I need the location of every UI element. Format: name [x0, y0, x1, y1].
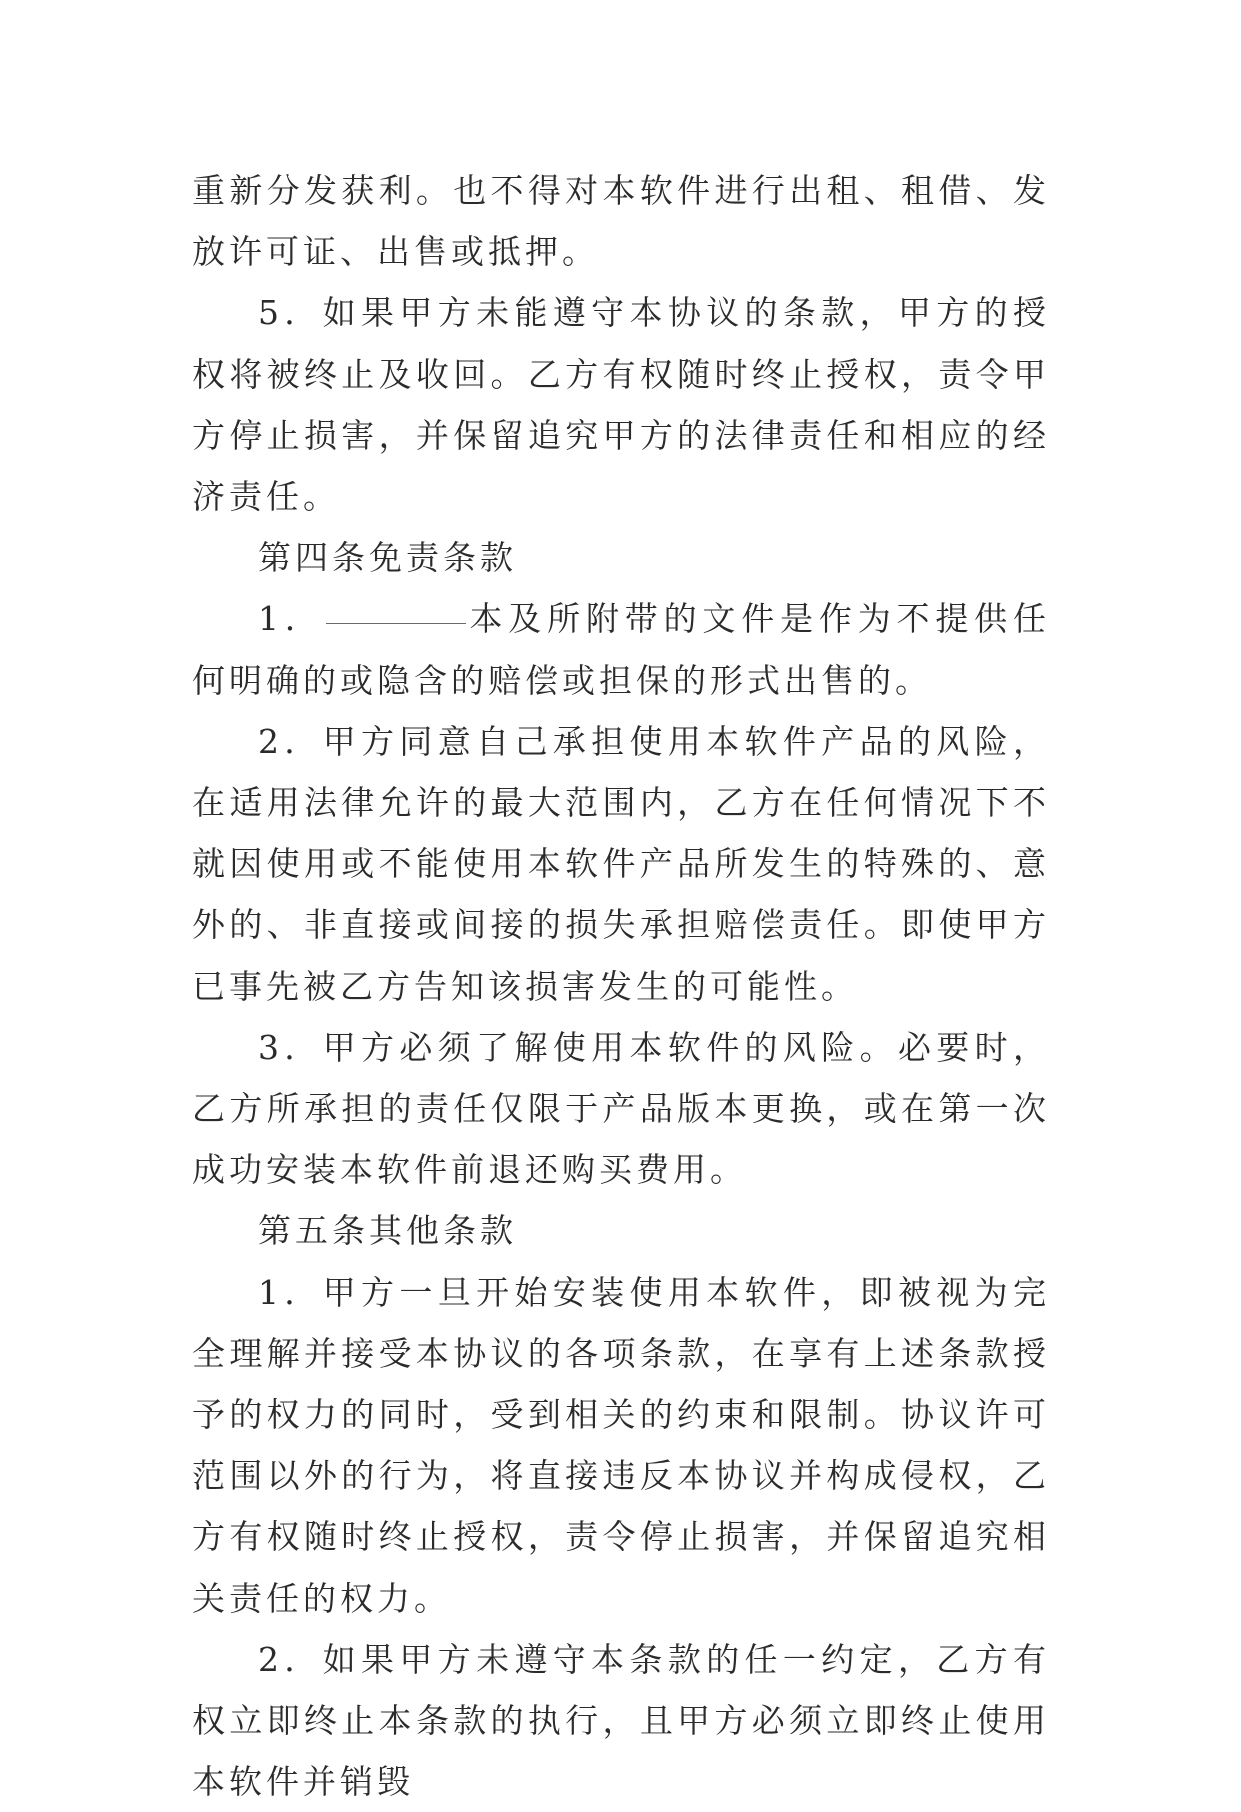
paragraph-article-5-item-1: 1．甲方一旦开始安装使用本软件，即被视为完全理解并接受本协议的各项条款，在享有上述条款授予的权力的同时，受到相关的约束和限制。协议许可范围以外的行为，将直接违反本协议并构成侵权，乙方有权随时终止授权，责令停止损害，并保留追究相关责任的权力。 [192, 1272, 1050, 1618]
paragraph-continuation: 重新分发获利。也不得对本软件进行出租、租借、发放许可证、出售或抵押。 [192, 171, 1050, 272]
fill-in-blank [326, 622, 466, 624]
item-number: 1． [258, 599, 324, 639]
section-heading-article-5: 第五条其他条款 [258, 1211, 517, 1251]
paragraph-article-4-item-3: 3．甲方必须了解使用本软件的风险。必要时，乙方所承担的责任仅限于产品版本更换，或在第一次成功安装本软件前退还购买费用。 [192, 1027, 1050, 1190]
paragraph-clause-5: 5．如果甲方未能遵守本协议的条款，甲方的授权将被终止及收回。乙方有权随时终止授权，责令甲方停止损害，并保留追究甲方的法律责任和相应的经济责任。 [192, 293, 1050, 517]
item-text: 本及所附带的文件是作为不提供任何明确的或隐含的赔偿或担保的形式出售的。 [192, 599, 1051, 700]
paragraph-article-4-item-2: 2．甲方同意自己承担使用本软件产品的风险，在适用法律允许的最大范围内，乙方在任何情况下不就因使用或不能使用本软件产品所发生的特殊的、意外的、非直接或间接的损失承担赔偿责任。即使甲方已事先被乙方告知该损害发生的可能性。 [192, 721, 1050, 1006]
paragraph-article-5-item-2: 2．如果甲方未遵守本条款的任一约定，乙方有权立即终止本条款的执行，且甲方必须立即终止使用本软件并销毁 [192, 1639, 1050, 1802]
section-heading-article-4: 第四条免责条款 [258, 538, 517, 578]
document-body [192, 160, 1050, 1812]
paragraph-article-4-item-1 [192, 588, 1050, 710]
